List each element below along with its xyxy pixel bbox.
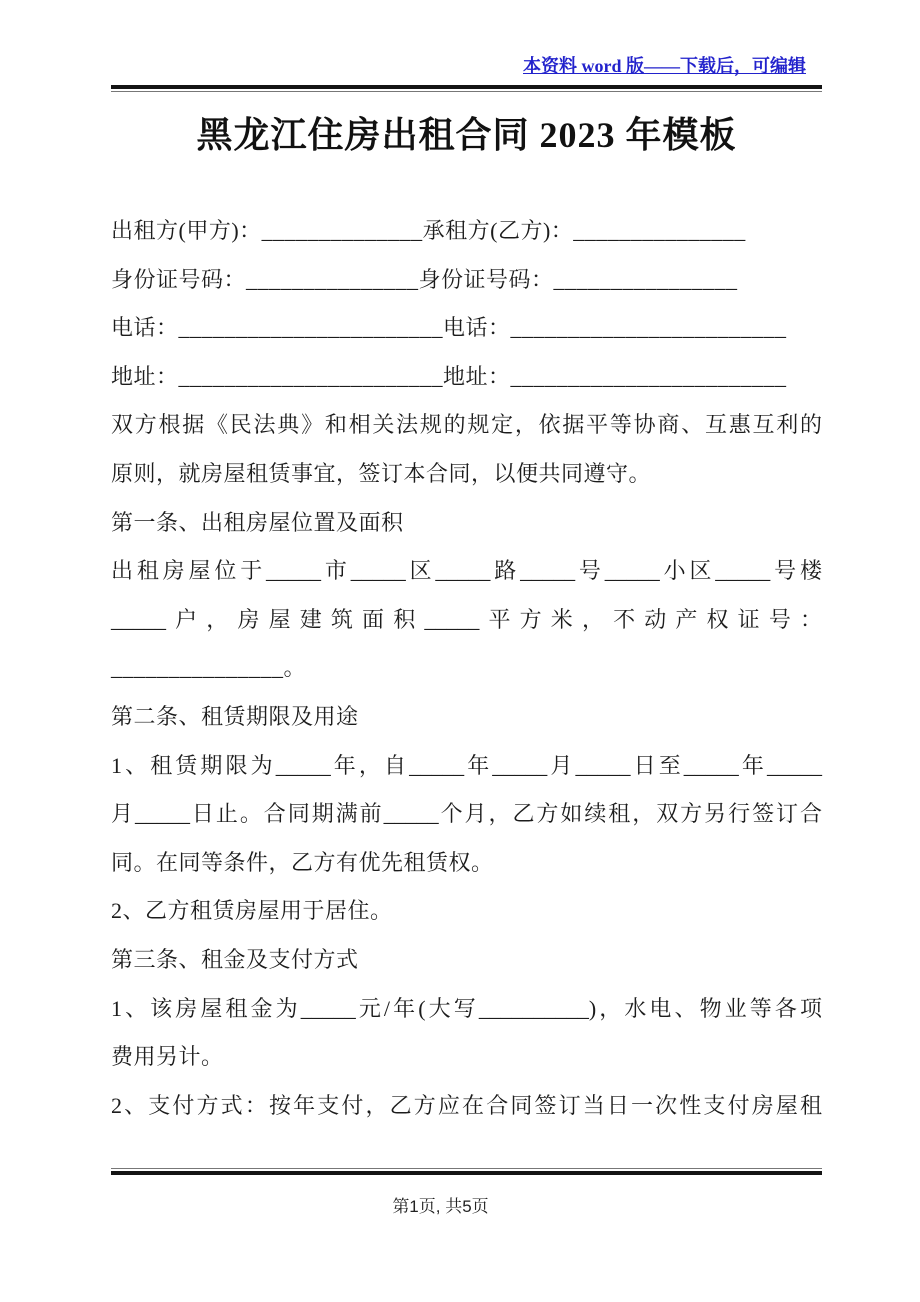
contract-line: 同。在同等条件，乙方有优先租赁权。 [111, 849, 494, 875]
contract-line: 出租房屋位于_____市_____区_____路_____号_____小区_____号楼 [111, 558, 822, 584]
footer-divider-rule [111, 1168, 822, 1175]
contract-line: 电话：_______________________电话：________________________ [111, 315, 787, 341]
page-number: 第1页, 共5页 [392, 1197, 489, 1216]
contract-line: 出租方(甲方)：______________承租方(乙方)：_______________ [111, 218, 746, 243]
contract-line: 月_____日止。合同期满前_____个月，乙方如续租，双方另行签订合 [111, 801, 822, 827]
contract-line: _____户，房屋建筑面积_____平方米，不动产权证号： [111, 606, 822, 632]
contract-line: 1、该房屋租金为_____元/年(大写__________)，水电、物业等各项 [111, 995, 822, 1021]
document-title: 黑龙江住房出租合同 2023 年模板 [196, 115, 737, 155]
header-divider-rule [111, 85, 822, 92]
contract-line: 身份证号码：_______________身份证号码：________________ [111, 266, 738, 292]
header-editable-note-link[interactable]: 本资料 word 版——下载后，可编辑 [523, 56, 806, 76]
contract-line: 2、支付方式：按年支付，乙方应在合同签订当日一次性支付房屋租 [111, 1092, 822, 1118]
contract-line: 1、租赁期限为_____年，自_____年_____月_____日至_____年_____ [111, 752, 822, 778]
contract-line: 原则，就房屋租赁事宜，签订本合同，以便共同遵守。 [111, 460, 652, 486]
contract-line: 费用另计。 [111, 1044, 224, 1070]
contract-line: 双方根据《民法典》和相关法规的规定，依据平等协商、互惠互利的 [111, 412, 822, 438]
contract-line: 第二条、租赁期限及用途 [111, 703, 359, 729]
contract-line: 2、乙方租赁房屋用于居住。 [111, 898, 393, 924]
document-content [111, 0, 822, 1130]
contract-body [111, 207, 822, 1130]
contract-line: 第三条、租金及支付方式 [111, 946, 359, 972]
contract-line: _______________。 [111, 655, 307, 681]
contract-line: 地址：_______________________地址：________________________ [111, 363, 787, 389]
contract-line: 第一条、出租房屋位置及面积 [111, 509, 404, 535]
